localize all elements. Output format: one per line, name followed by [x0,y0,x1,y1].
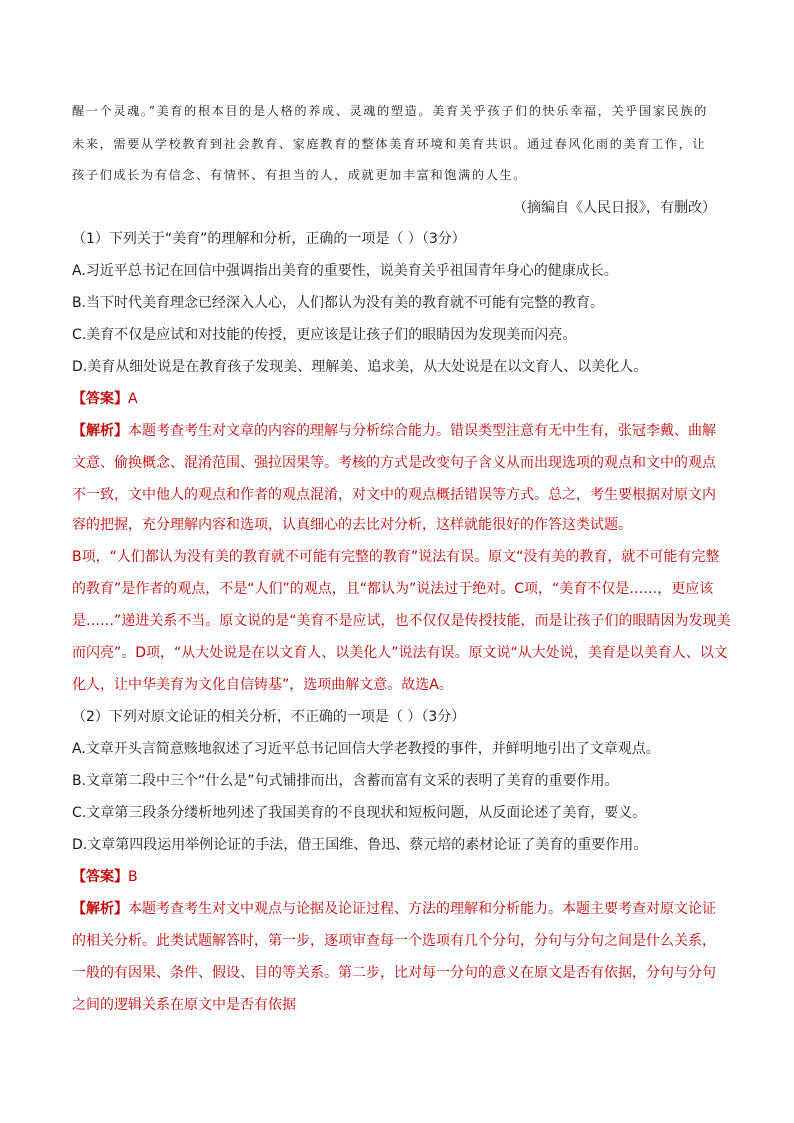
question-1-analysis-line-6: 的教育”是作者的观点，不是“人们”的观点，且“都认为”说法过于绝对。C项，“美育不仅是……，更应该 [72,581,714,597]
question-2-option-d: D.文章第四段运用举例论证的手法，借王国维、鲁迅、蔡元培的素材论证了美育的重要作用。 [72,837,648,853]
question-2-option-a: A.文章开头言简意赅地叙述了习近平总书记回信大学老教授的事件，并鲜明地引出了文章观点。 [72,741,660,757]
question-1-analysis-line-3: 不一致，文中他人的观点和作者的观点混淆，对文中的观点概括错误等方式。总之，考生要根据对原文内 [72,487,716,503]
question-1-option-d: D.美育从细处说是在教育孩子发现美、理解美、追求美，从大处说是在以文育人、以美化人。 [72,359,648,375]
question-1-analysis-line-2: 文意、偷换概念、混淆范围、强拉因果等。考核的方式是改变句子含义从而出现选项的观点和文中的观点 [72,455,716,471]
question-1-stem: （1）下列关于“美育”的理解和分析，正确的一项是（ ）（3分） [72,231,466,247]
question-1-analysis-line-7: 是……”递进关系不当。原文说的是“美育不是应试，也不仅仅是传授技能，而是让孩子们的眼睛因为发现美 [72,613,731,629]
question-1-analysis-line-8: 而闪亮”。D项，“从大处说是在以文育人、以美化人”说法有误。原文说“从大处说，美育是以美育人、以文 [72,645,728,661]
question-1-option-a: A.习近平总书记在回信中强调指出美育的重要性，说美育关乎祖国青年身心的健康成长。 [72,263,618,279]
answer-label: 【答案】 [72,391,128,407]
question-2-analysis-line-2: 的相关分析。此类试题解答时，第一步，逐项审查每一个选项有几个分句，分句与分句之间是什么关系， [72,933,716,949]
analysis-text: 本题考查考生对文中观点与论据及论证过程、方法的理解和分析能力。本题主要考查对原文论证 [128,901,716,917]
question-1-analysis-line-1 [72,421,716,441]
question-1-option-c: C.美育不仅是应试和对技能的传授，更应该是让孩子们的眼睛因为发现美而闪亮。 [72,327,577,343]
analysis-text: 本题考查考生对文章的内容的理解与分析综合能力。错误类型注意有无中生有，张冠李戴、曲解 [128,423,716,439]
question-2-option-c: C.文章第三段条分缕析地列述了我国美育的不良现状和短板问题，从反面论述了美育，要义。 [72,805,647,821]
answer-label: 【答案】 [72,869,128,885]
question-1-analysis-line-9: 化人，让中华美育为文化自信铸基”，选项曲解文意。故选A。 [72,677,453,693]
question-2-option-b: B.文章第二段中三个“什么是”句式铺排而出，含蓄而富有文采的表明了美育的重要作用。 [72,773,619,789]
source-citation: （摘编自《人民日报》，有删改） [513,200,716,216]
analysis-label: 【解析】 [72,901,128,917]
question-1-analysis-line-4: 容的把握，充分理解内容和选项，认真细心的去比对分析，这样就能很好的作答这类试题。 [72,517,632,533]
question-2-analysis-line-3: 一般的有因果、条件、假设、目的等关系。第二步，比对每一分句的意义在原文是否有依据，分句与分句 [72,965,716,981]
passage-line-3: 孩子们成长为有信念、有情怀、有担当的人，成就更加丰富和饱满的人生。 [72,168,527,182]
question-2-analysis-line-4: 之间的逻辑关系在原文中是否有依据 [72,997,296,1013]
question-2-stem: （2）下列对原文论证的相关分析，不正确的一项是（ ）（3分） [72,709,466,725]
passage-line-1: 醒一个灵魂。”美育的根本目的是人格的养成、灵魂的塑造。美育关乎孩子们的快乐幸福，关乎国家民族的 [72,104,708,118]
question-1-analysis-line-5: B项，“人们都认为没有美的教育就不可能有完整的教育”说法有误。原文“没有美的教育，就不可能有完整 [72,549,720,565]
analysis-label: 【解析】 [72,423,128,439]
answer-value: B [128,869,138,885]
answer-value: A [128,391,138,407]
question-2-analysis-line-1 [72,899,716,919]
question-1-option-b: B.当下时代美育理念已经深入人心，人们都认为没有美的教育就不可能有完整的教育。 [72,295,605,311]
passage-line-2: 未来，需要从学校教育到社会教育、家庭教育的整体美育环境和美育共识。通过春风化雨的美育工作，让 [72,137,707,151]
question-2-answer [72,867,138,887]
question-1-answer [72,389,138,409]
